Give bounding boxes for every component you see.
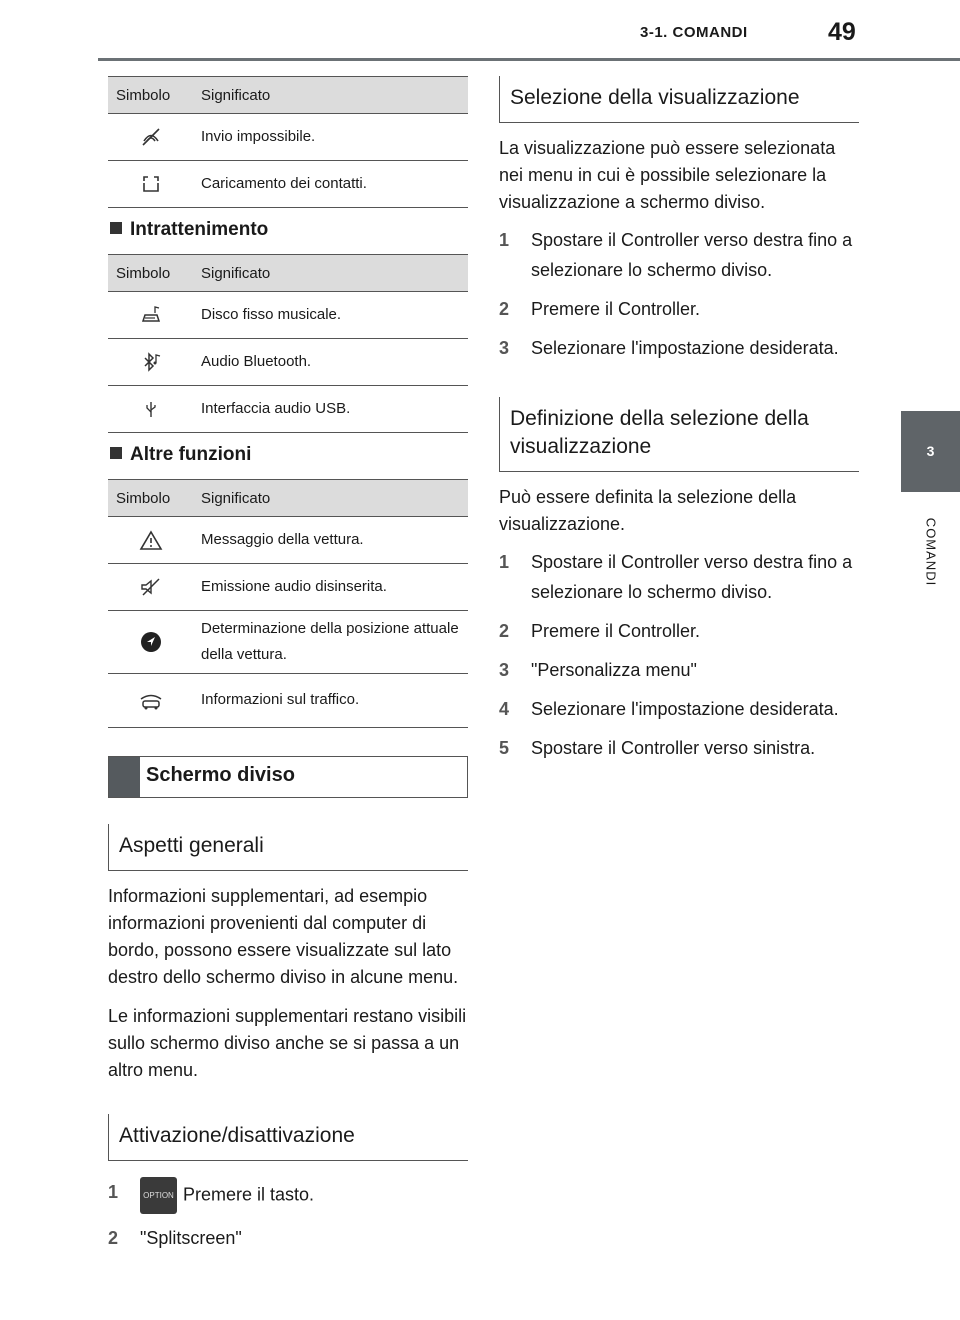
bluetooth-audio-icon [108,339,193,386]
speaker-muted-icon [108,564,193,611]
step-text: Premere il Controller. [531,621,701,641]
col-symbol: Simbolo [108,480,193,517]
col-symbol: Simbolo [108,77,193,114]
step-item [499,333,859,363]
table-header [108,480,468,517]
col-meaning: Significato [193,480,468,517]
step-text: "Personalizza menu" [531,660,697,680]
table-row [108,564,468,611]
step-item [499,294,859,324]
step-item [499,616,859,646]
meaning-text: Determinazione della posizione attuale della vettura. [193,611,468,674]
table-row [108,292,468,339]
step-number: 2 [499,621,510,641]
table-row [108,611,468,674]
step-number: 2 [499,299,510,319]
symbol-table-messages [108,76,468,208]
header-rule [98,58,960,61]
step-text: Selezionare l'impostazione desiderata. [531,699,839,719]
paragraph: Può essere definita la selezione della visualizzazione. [499,487,797,534]
subheading-altre-funzioni: Altre funzioni [110,443,468,467]
step-item [108,1177,468,1214]
step-text: Premere il Controller. [531,299,701,319]
step-number: 5 [499,738,510,758]
meaning-text: Invio impossibile. [193,114,468,161]
meaning-text: Audio Bluetooth. [193,339,468,386]
table-row [108,114,468,161]
step-number: 1 [108,1182,119,1202]
step-text: OPTION Premere il tasto. [140,1177,468,1214]
paragraph: Informazioni supplementari, ad esempio informazioni provenienti dal computer di bordo, possono essere visualizzate sul lato destro dello schermo diviso in alcune menu. [108,886,459,987]
step-item [499,733,859,763]
section-title: Schermo diviso [146,764,295,786]
step-number: 4 [499,699,510,719]
step-number: 1 [499,230,510,250]
step-text: "Splitscreen" [140,1228,242,1248]
section-marker [109,757,140,797]
hard-disk-music-icon [108,292,193,339]
section-title: 3-1. COMANDI [640,24,748,41]
warning-triangle-icon [108,517,193,564]
table-row [108,517,468,564]
topic-heading-aspetti: Aspetti generali [108,824,468,871]
no-send-icon [108,114,193,161]
position-arrow-icon [108,611,193,674]
paragraph: Le informazioni supplementari restano visibili sullo schermo diviso anche se si passa a un altro menu. [108,1006,467,1080]
table-row [108,339,468,386]
chapter-tab[interactable]: 3 [901,411,960,492]
chapter-label: COMANDI [923,517,939,587]
step-text: Spostare il Controller verso destra fino a selezionare lo schermo diviso. [531,230,853,280]
symbol-table-entertainment [108,254,468,433]
contacts-loading-icon [108,161,193,208]
step-item [499,225,859,285]
usb-icon [108,386,193,433]
symbol-table-other [108,479,468,728]
col-symbol: Simbolo [108,255,193,292]
right-column [499,76,859,763]
topic-heading-attivazione: Attivazione/disattivazione [108,1114,468,1161]
topic-heading-definizione: Definizione della selezione della visualizzazione [499,397,859,472]
col-meaning: Significato [193,255,468,292]
left-column [108,76,468,1253]
section-heading-schermo-diviso [108,756,468,798]
step-text: Spostare il Controller verso destra fino a selezionare lo schermo diviso. [531,552,853,602]
meaning-text: Informazioni sul traffico. [193,674,468,728]
meaning-text: Emissione audio disinserita. [193,564,468,611]
meaning-text: Caricamento dei contatti. [193,161,468,208]
option-button-icon: OPTION [140,1177,177,1214]
step-item [499,694,859,724]
step-item [499,655,859,685]
meaning-text: Messaggio della vettura. [193,517,468,564]
topic-heading-selezione: Selezione della visualizzazione [499,76,859,123]
page-number: 49 [828,18,856,46]
step-number: 1 [499,552,510,572]
step-item [108,1223,468,1253]
paragraph: La visualizzazione può essere selezionata nei menu in cui è possibile selezionare la visualizzazione a schermo diviso. [499,138,836,212]
subheading-intrattenimento: Intrattenimento [110,218,468,242]
step-text: Selezionare l'impostazione desiderata. [531,338,839,358]
step-number: 2 [108,1228,119,1248]
traffic-info-icon [108,674,193,728]
table-header [108,77,468,114]
table-row [108,386,468,433]
table-header [108,255,468,292]
step-number: 3 [499,660,510,680]
table-row [108,674,468,728]
meaning-text: Disco fisso musicale. [193,292,468,339]
col-meaning: Significato [193,77,468,114]
table-row [108,161,468,208]
step-number: 3 [499,338,510,358]
step-item [499,547,859,607]
step-text: Spostare il Controller verso sinistra. [531,738,816,758]
meaning-text: Interfaccia audio USB. [193,386,468,433]
